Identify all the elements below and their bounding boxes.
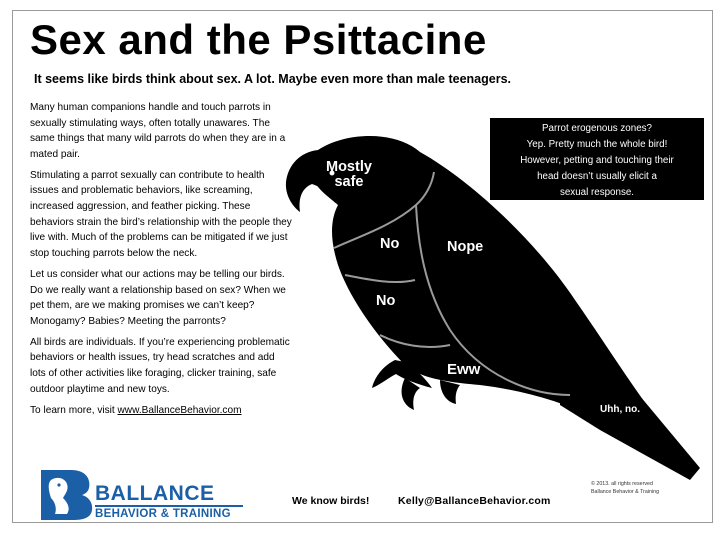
paragraph: Stimulating a parrot sexually can contribute to health issues and problematic behaviors, like screaming, increased aggression, and feather picking. These behaviors strain the bird’s relationship with the people they live with. Much of the problems can be mitigated if we just stop touching parrots below the neck. bbox=[30, 169, 292, 259]
paragraph: Many human companions handle and touch parrots in sexually stimulating ways, often totally unawares. The same things that many wild parrots do when they are in a mated pair. bbox=[30, 102, 286, 160]
copyright-notice: © 2013. all rights reserved Ballance Behavior & Training bbox=[591, 481, 660, 495]
parrot-foot bbox=[440, 380, 460, 404]
callout-line: head doesn’t usually elicit a bbox=[537, 171, 657, 182]
paragraph: All birds are individuals. If you’re experiencing problematic behaviors or health issues, try head scratches and add lots of other activities like foraging, clicker training, safe outdoor playtime and new toys. bbox=[30, 336, 290, 395]
zone-label-belly: Eww bbox=[447, 361, 481, 378]
learn-more-prefix: To learn more, visit bbox=[30, 404, 118, 416]
page-subtitle: It seems like birds think about sex. A lot. Maybe even more than male teenagers. bbox=[34, 72, 512, 86]
website-link[interactable]: www.BallanceBehavior.com bbox=[117, 404, 242, 416]
logo-b-mark-icon bbox=[37, 468, 97, 520]
paragraph: Let us consider what our actions may be telling our birds. Do we really want a relationship based on sex? When we pet them, are we making promises we can’t keep? Monogamy? Babies? Meeting the parronts? bbox=[30, 268, 286, 327]
callout-line: However, petting and touching their bbox=[520, 155, 674, 166]
company-logo bbox=[37, 468, 245, 520]
callout-line: sexual response. bbox=[559, 187, 635, 198]
callout-line: Yep. Pretty much the whole bird! bbox=[526, 139, 668, 150]
page-title: Sex and the Psittacine bbox=[30, 16, 487, 63]
zone-label-head: Mostly safe bbox=[326, 159, 372, 191]
logo-subtitle: BEHAVIOR & TRAINING bbox=[95, 508, 231, 520]
zone-label-chest: No bbox=[376, 293, 396, 309]
logo-divider bbox=[95, 505, 243, 507]
logo-name: BALLANCE bbox=[95, 482, 215, 505]
zone-label-tail: Uhh, no. bbox=[600, 404, 640, 415]
contact-email[interactable]: Kelly@BallanceBehavior.com bbox=[398, 495, 551, 507]
footer-tagline: We know birds! bbox=[292, 495, 370, 507]
callout-line: Parrot erogenous zones? bbox=[541, 123, 652, 134]
zone-label-back: Nope bbox=[447, 239, 484, 255]
zone-label-neck: No bbox=[380, 236, 400, 252]
